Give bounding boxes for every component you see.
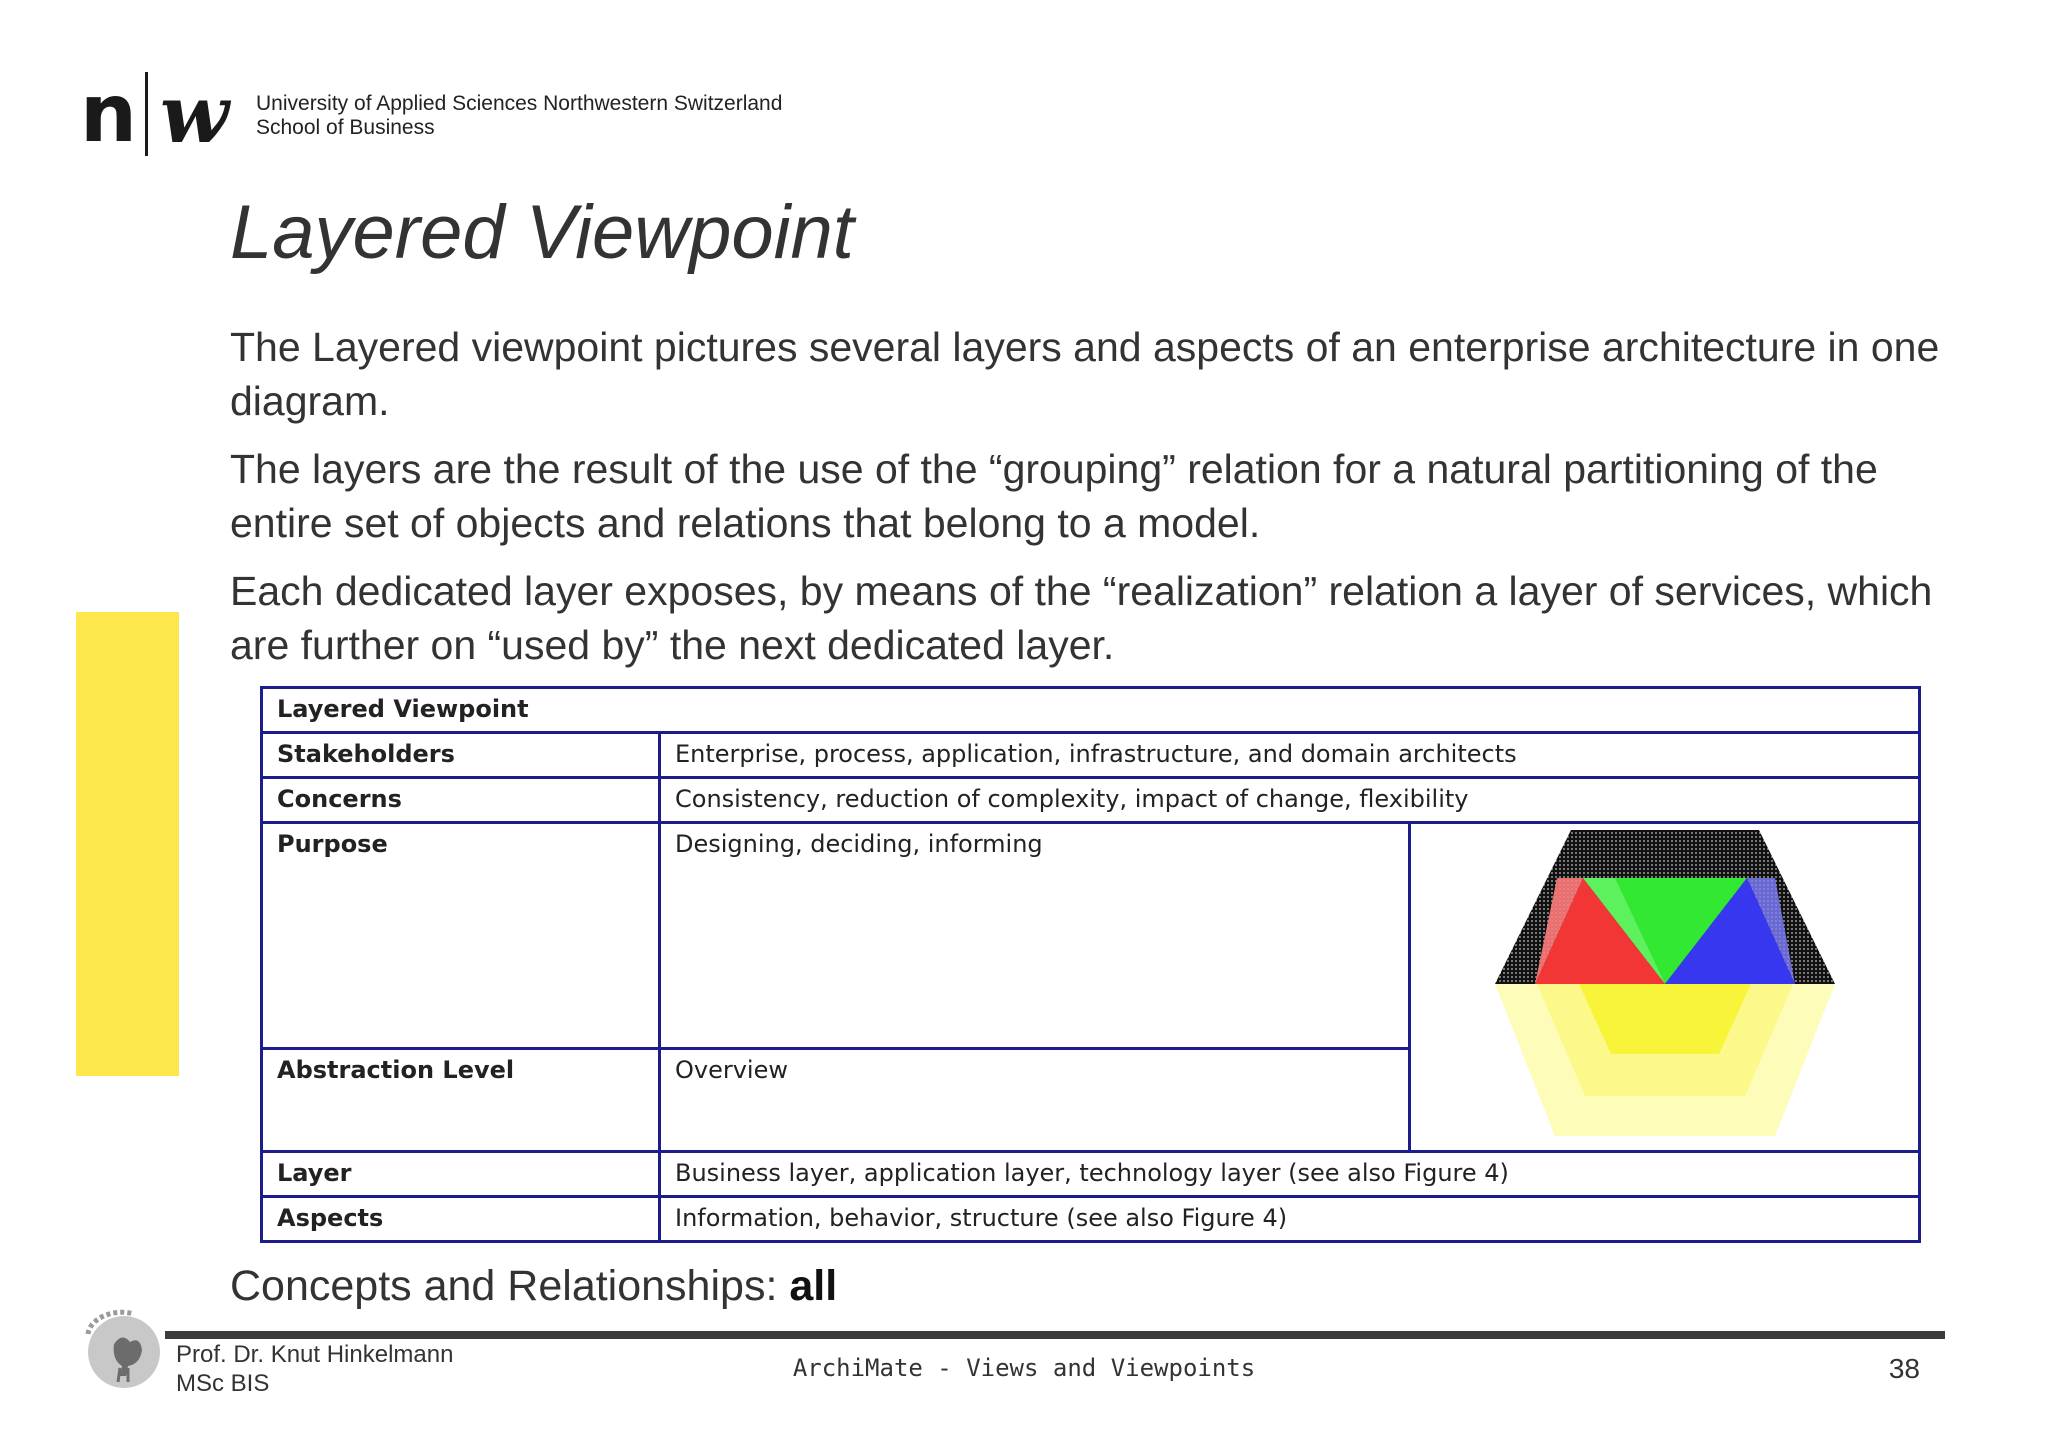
hexagon-layers-icon bbox=[1475, 824, 1855, 1144]
row-key: Aspects bbox=[262, 1197, 660, 1242]
logo-divider bbox=[145, 72, 148, 156]
row-key: Abstraction Level bbox=[262, 1049, 660, 1152]
row-value: Overview bbox=[660, 1049, 1410, 1152]
table-row bbox=[262, 823, 1920, 1049]
row-key: Stakeholders bbox=[262, 733, 660, 778]
institution-text bbox=[256, 92, 782, 140]
page-number: 38 bbox=[1888, 1353, 1920, 1384]
concepts-value: all bbox=[789, 1262, 838, 1310]
footer-program: MSc BIS bbox=[176, 1370, 270, 1397]
footer-author: Prof. Dr. Knut Hinkelmann bbox=[176, 1341, 454, 1368]
table-row bbox=[262, 1197, 1920, 1242]
concepts-line bbox=[230, 1262, 837, 1311]
row-key: Layer bbox=[262, 1152, 660, 1197]
logo-w: w bbox=[159, 67, 229, 161]
slide-body bbox=[230, 320, 1950, 686]
paragraph-3: Each dedicated layer exposes, by means of the “realization” relation a layer of services, which are further on “used by” the next dedicated layer. bbox=[230, 568, 1933, 668]
row-value: Business layer, application layer, technology layer (see also Figure 4) bbox=[660, 1152, 1920, 1197]
row-value: Enterprise, process, application, infrastructure, and domain architects bbox=[660, 733, 1920, 778]
fhnw-logo bbox=[80, 66, 229, 162]
footer-topic: ArchiMate - Views and Viewpoints bbox=[792, 1354, 1256, 1382]
row-value: Consistency, reduction of complexity, impact of change, flexibility bbox=[660, 778, 1920, 823]
layered-viewpoint-figure bbox=[1410, 823, 1920, 1152]
table-heading: Layered Viewpoint bbox=[262, 688, 1920, 733]
footer-divider bbox=[165, 1331, 1945, 1339]
accent-bar bbox=[76, 612, 179, 1076]
row-key: Concerns bbox=[262, 778, 660, 823]
table-row bbox=[262, 778, 1920, 823]
table-heading-row bbox=[262, 688, 1920, 733]
logo-n: n bbox=[80, 67, 135, 160]
school-name: School of Business bbox=[256, 116, 435, 139]
viewpoint-table bbox=[260, 686, 1918, 1243]
university-name: University of Applied Sciences Northwestern Switzerland bbox=[256, 92, 783, 115]
table-row bbox=[262, 1152, 1920, 1197]
paragraph-1: The Layered viewpoint pictures several layers and aspects of an enterprise architecture in one diagram. bbox=[230, 324, 1940, 424]
table-row bbox=[262, 733, 1920, 778]
row-key: Purpose bbox=[262, 823, 660, 1049]
row-value: Information, behavior, structure (see also Figure 4) bbox=[660, 1197, 1920, 1242]
concepts-label: Concepts and Relationships: bbox=[230, 1262, 790, 1310]
slide-title: Layered Viewpoint bbox=[230, 190, 854, 275]
paragraph-2: The layers are the result of the use of the “grouping” relation for a natural partitioning of the entire set of objects and relations that belong to a model. bbox=[230, 446, 1878, 546]
row-value: Designing, deciding, informing bbox=[660, 823, 1410, 1049]
